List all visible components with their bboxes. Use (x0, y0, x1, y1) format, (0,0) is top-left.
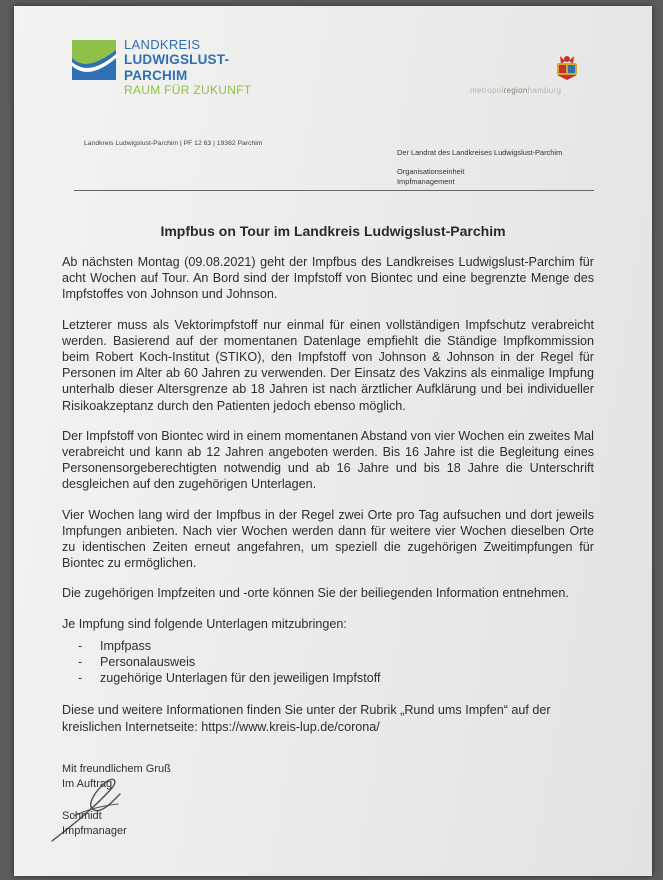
letter-page (14, 6, 652, 876)
list-intro: Je Impfung sind folgende Unterlagen mitzubringen: (62, 616, 347, 631)
letter-body (62, 254, 594, 749)
signer-role: Impfmanager (62, 825, 127, 837)
list-item (78, 654, 594, 670)
list-item (78, 670, 594, 686)
paragraph: Letzterer muss als Vektorimpfstoff nur einmal für einen vollständigen Impfschutz verabreicht werden. Basierend auf der momentanen Datenlage empfiehlt die Ständige Impfkommission beim Robert Koch-Institut (STIKO), den Impfstoff von Johnson & Johnson in der Regel für Personen im Alter ab 60 Jahren zu verwenden. Der Einsatz des Vakzins als einmalige Impfung unterhalb dieser Altersgrenze ab 18 Jahren ist nach ärztlicher Aufklärung und bei individueller Risikoakzeptanz durch den Patienten jedoch ebenso möglich. (62, 317, 594, 413)
list-item (78, 638, 594, 654)
region-bold: region (503, 86, 528, 95)
list-dash: - (78, 638, 83, 653)
logo-line-name: LUDWIGSLUST-PARCHIM (124, 52, 230, 83)
metropolregion-logo (470, 86, 561, 95)
header-divider (74, 190, 594, 191)
paragraph: Der Impfstoff von Biontec wird in einem momentanen Abstand von vier Wochen ein zweites Mal verabreicht und kann ab 12 Jahren angeboten werden. Bis 16 Jahre ist die Begleitung eines Personensorgeberechtigten notwendig und ab 16 Jahre und bis 18 Jahre die Unterschrift desgleichen auf den zugehörigen Unterlagen. (62, 428, 594, 492)
county-logo-text (124, 38, 292, 97)
paragraph-outro: Diese und weitere Informationen finden Sie unter der Rubrik „Rund ums Impfen“ auf der kreislichen Internetseite: https://www.kreis-lup.de/corona/ (62, 703, 551, 734)
logo-line-landkreis: LANDKREIS (124, 37, 201, 52)
closing-greeting: Mit freundlichem Gruß (62, 763, 171, 775)
letter-title: Impfbus on Tour im Landkreis Ludwigslust-Parchim (160, 223, 506, 239)
paragraph: Die zugehörigen Impfzeiten und -orte können Sie der beiliegenden Information entnehmen. (62, 586, 569, 601)
list-item-text: zugehörige Unterlagen für den jeweiligen Impfstoff (100, 671, 381, 686)
list-dash: - (78, 655, 83, 670)
logo-line-slogan: RAUM FÜR ZUKUNFT (124, 83, 252, 97)
region-prefix: metropol (470, 86, 504, 95)
list-dash: - (78, 671, 83, 686)
list-item-text: Impfpass (100, 638, 152, 653)
signer-name: Schmidt (62, 810, 102, 822)
paragraph: Ab nächsten Montag (09.08.2021) geht der Impfbus des Landkreises Ludwigslust-Parchim für acht Wochen auf Tour. An Bord sind der Impfstoff von Biontec und eine begrenzte Menge des Impfstoffes von Johnson und Johnson. (62, 255, 594, 302)
county-logo-mark-icon (72, 40, 116, 80)
documents-list (62, 638, 594, 687)
list-item-text: Personalausweis (100, 655, 196, 670)
county-crest-icon (552, 52, 582, 82)
recipient-line-department: Impfmanagement (397, 177, 455, 186)
closing-on-behalf: Im Auftrag (62, 778, 113, 790)
recipient-block (397, 148, 562, 187)
sender-address: Landkreis Ludwigslust-Parchim | PF 12 63 | 19362 Parchim (84, 140, 263, 147)
signer-block (62, 809, 127, 839)
region-suffix: hamburg (527, 86, 562, 95)
recipient-line-unit: Organisationseinheit (397, 167, 465, 176)
county-logo (72, 37, 292, 97)
recipient-line-landrat: Der Landrat des Landkreises Ludwigslust-Parchim (397, 148, 563, 157)
paragraph: Vier Wochen lang wird der Impfbus in der Regel zwei Orte pro Tag aufsuchen und dort jeweils Impfungen anbieten. Nach vier Wochen werden dann für weitere vier Wochen dieselben Orte zu identischen Zeiten erneut angefahren, um speziell die zugehörigen Zweitimpfungen für Biontec zu ermöglichen. (62, 507, 594, 571)
